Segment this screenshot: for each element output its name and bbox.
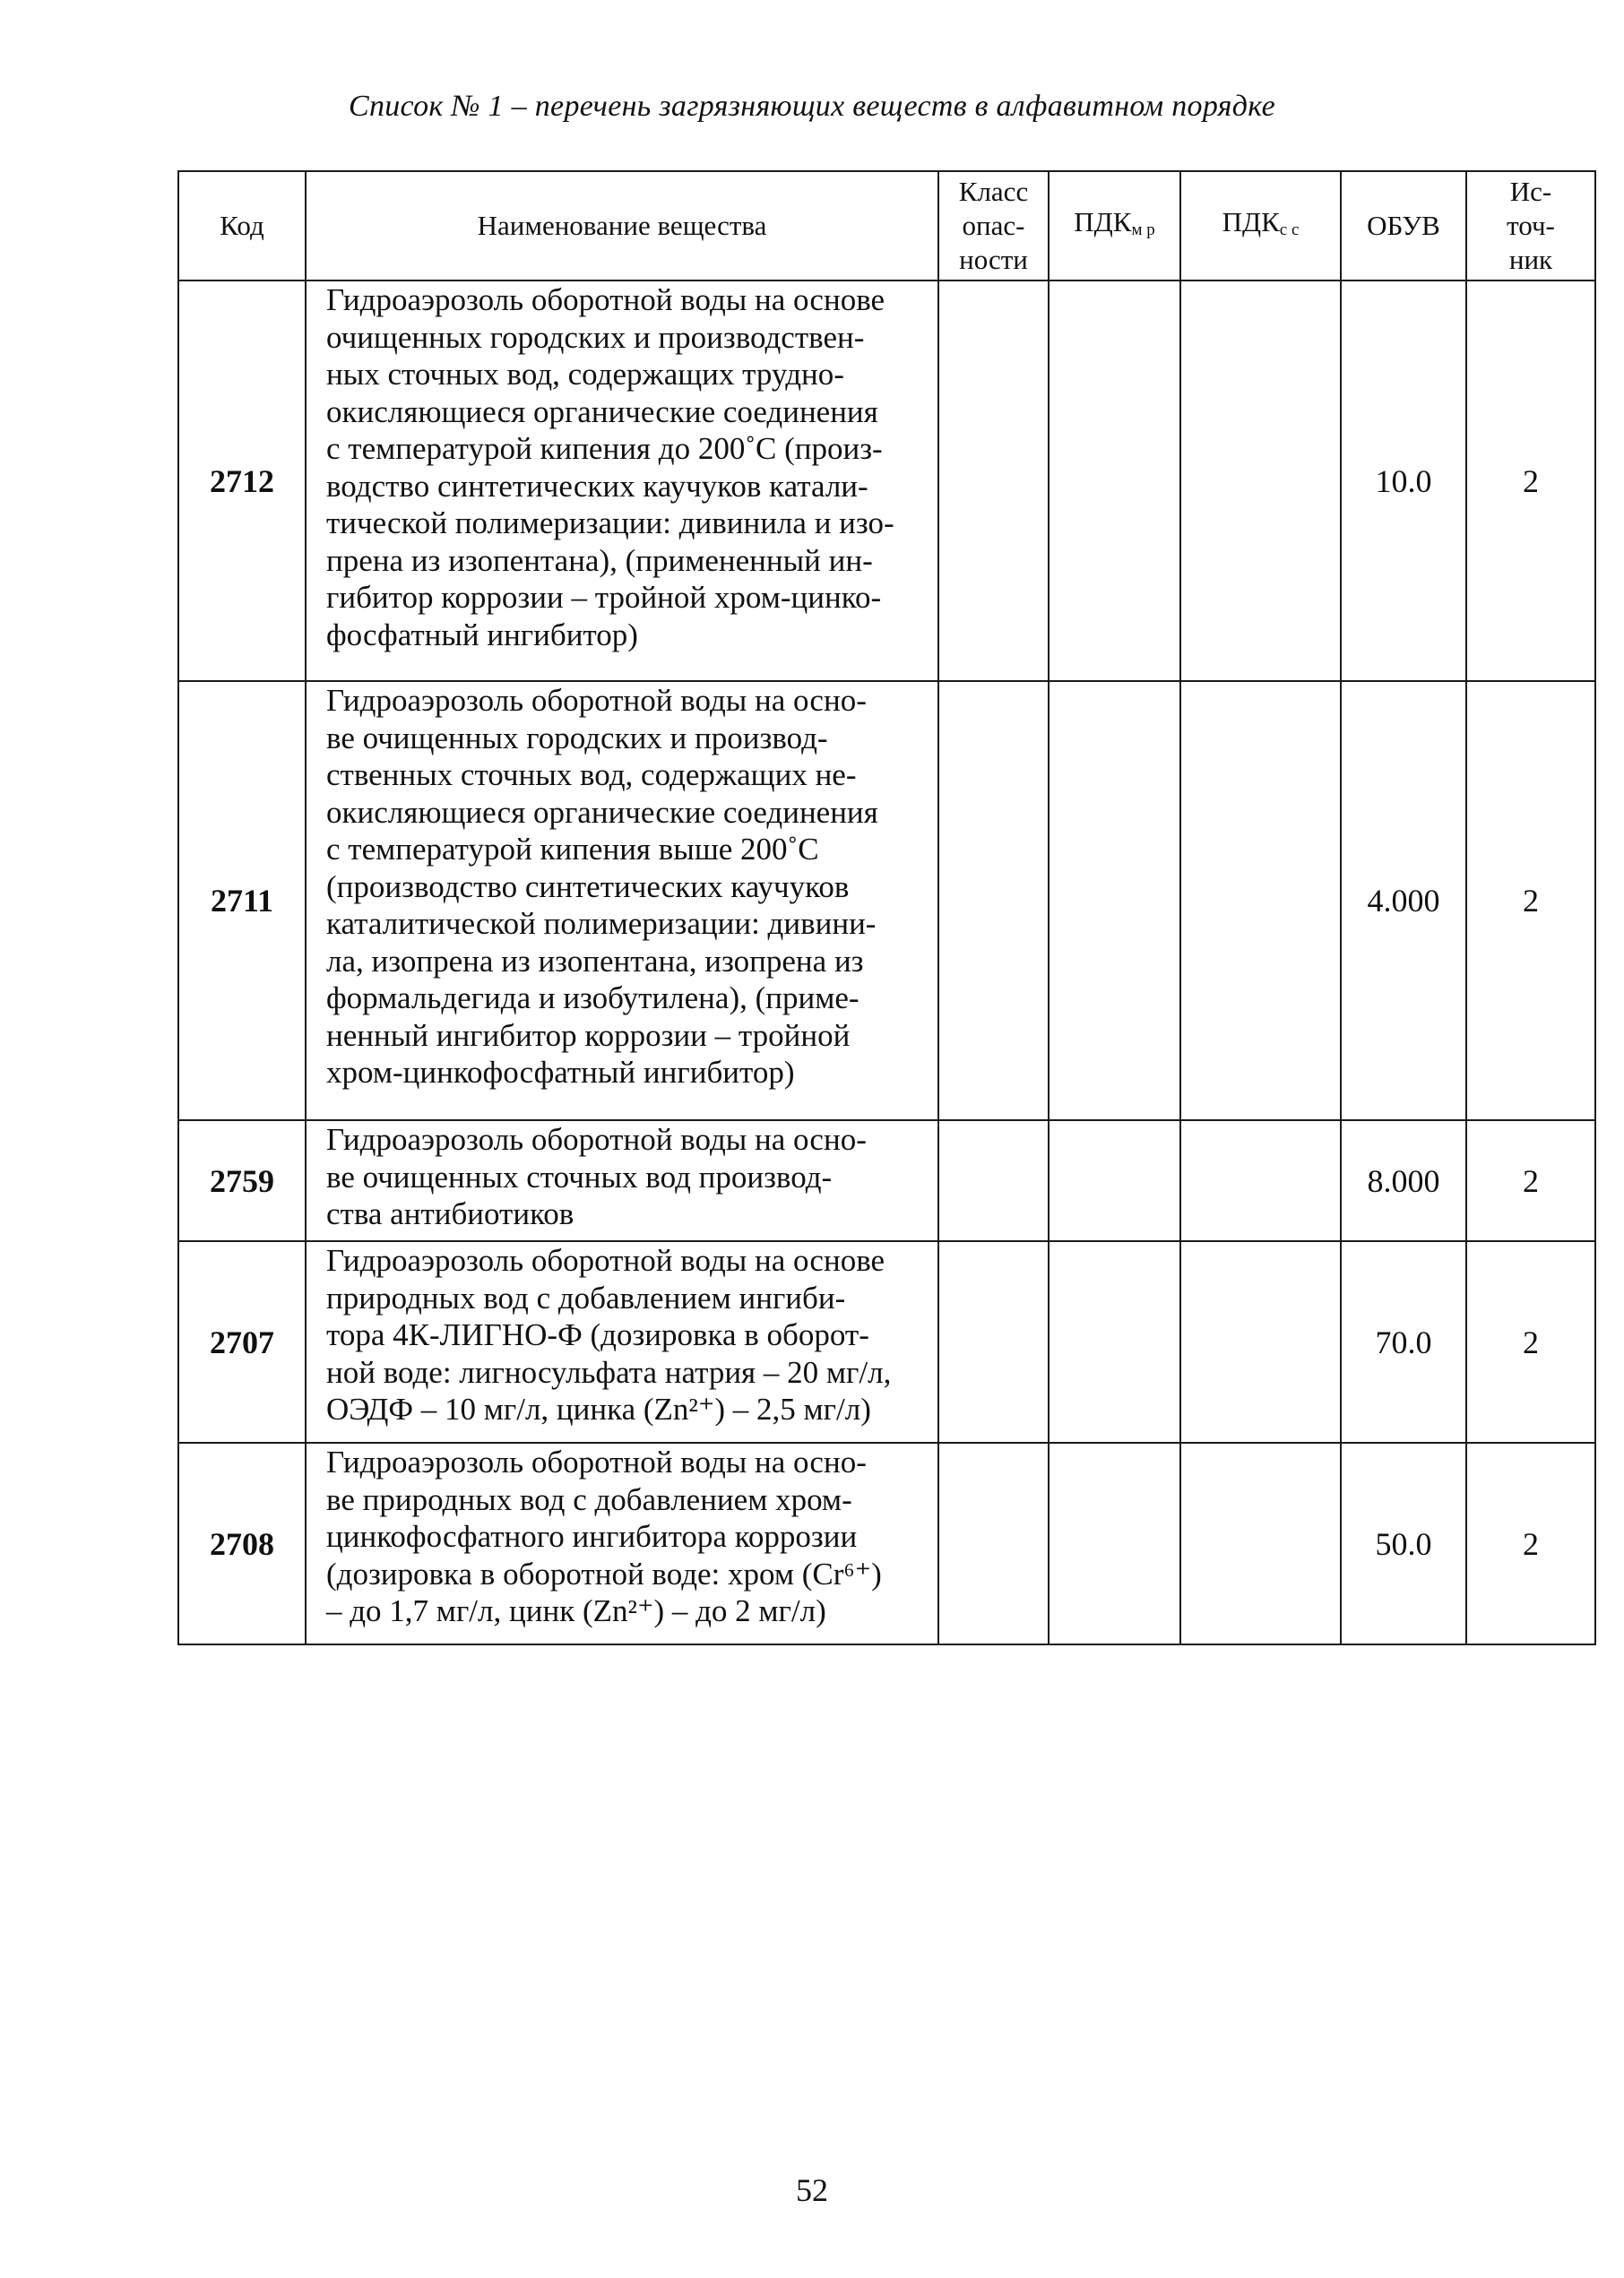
substances-table <box>177 170 1596 1645</box>
cell-source: 2 <box>1466 1241 1595 1443</box>
table-header-row <box>178 171 1595 280</box>
cell-pdk-ss <box>1180 280 1341 681</box>
name-line: ной воде: лигносульфата натрия – 20 мг/л, <box>326 1354 892 1390</box>
name-line: Гидроаэрозоль оборотной воды на осно- <box>326 683 867 718</box>
name-line: Гидроаэрозоль оборотной воды на осно- <box>326 1445 867 1480</box>
header-pdk-mr-sub: м р <box>1131 220 1155 239</box>
cell-hazard-class <box>938 1120 1049 1241</box>
table-row <box>178 1443 1595 1644</box>
name-line: каталитической полимеризации: дивини- <box>326 906 877 941</box>
name-line: хром-цинкофосфатный ингибитор) <box>326 1055 795 1090</box>
name-line: фосфатный ингибитор) <box>326 617 638 652</box>
cell-hazard-class <box>938 681 1049 1120</box>
header-hazard-class: Класс опас- ности <box>938 171 1049 280</box>
name-line: ных сточных вод, содержащих трудно- <box>326 357 844 392</box>
header-source: Ис- точ- ник <box>1466 171 1595 280</box>
cell-pdk-mr <box>1049 1120 1180 1241</box>
cell-pdk-mr <box>1049 681 1180 1120</box>
name-line: цинкофосфатного ингибитора коррозии <box>326 1519 858 1554</box>
cell-pdk-ss <box>1180 1241 1341 1443</box>
cell-source: 2 <box>1466 1443 1595 1644</box>
name-line: ве очищенных городских и производ- <box>326 720 828 755</box>
cell-code: 2759 <box>178 1120 306 1241</box>
cell-hazard-class <box>938 1241 1049 1443</box>
header-pdk-ss-sub: с с <box>1279 220 1300 239</box>
name-line: очищенных городских и производствен- <box>326 319 865 355</box>
cell-pdk-mr <box>1049 280 1180 681</box>
name-line: ненный ингибитор коррозии – тройной <box>326 1017 851 1053</box>
header-pdk-ss <box>1180 171 1341 280</box>
header-pdk-ss-base: ПДК <box>1222 205 1280 237</box>
cell-source: 2 <box>1466 280 1595 681</box>
name-line: (производство синтетических каучуков <box>326 868 850 904</box>
header-pdk-mr <box>1049 171 1180 280</box>
page-number: 52 <box>796 2172 828 2208</box>
cell-pdk-mr <box>1049 1241 1180 1443</box>
cell-obuv: 70.0 <box>1341 1241 1466 1443</box>
cell-obuv: 8.000 <box>1341 1120 1466 1241</box>
header-pdk-mr-base: ПДК <box>1074 205 1132 237</box>
cell-code: 2708 <box>178 1443 306 1644</box>
table-row <box>178 681 1595 1120</box>
cell-obuv: 50.0 <box>1341 1443 1466 1644</box>
list-caption: Список № 1 – перечень загрязняющих веществ в алфавитном порядке <box>348 90 1276 123</box>
cell-code: 2711 <box>178 681 306 1120</box>
name-line: Гидроаэрозоль оборотной воды на осно- <box>326 1122 867 1157</box>
name-line: с температурой кипения выше 200˚С <box>326 832 819 867</box>
name-line: тора 4К-ЛИГНО-Ф (дозировка в оборот- <box>326 1317 869 1352</box>
cell-hazard-class <box>938 280 1049 681</box>
cell-pdk-ss <box>1180 1443 1341 1644</box>
name-line: гибитор коррозии – тройной хром-цинко- <box>326 580 882 615</box>
cell-substance-name <box>306 681 938 1120</box>
cell-code: 2712 <box>178 280 306 681</box>
name-line: ве очищенных сточных вод производ- <box>326 1159 833 1195</box>
cell-pdk-ss <box>1180 681 1341 1120</box>
name-line: – до 1,7 мг/л, цинк (Zn²⁺) – до 2 мг/л) <box>326 1593 826 1628</box>
name-line: окисляющиеся органические соединения <box>326 393 878 429</box>
header-substance-name: Наименование вещества <box>306 171 938 280</box>
name-line: природных вод с добавлением ингиби- <box>326 1280 846 1316</box>
cell-source: 2 <box>1466 681 1595 1120</box>
cell-code: 2707 <box>178 1241 306 1443</box>
name-line: (дозировка в оборотной воде: хром (Cr⁶⁺) <box>326 1556 882 1592</box>
cell-substance-name <box>306 280 938 681</box>
table-row <box>178 280 1595 681</box>
name-line: прена из изопентана), (примененный ин- <box>326 542 873 578</box>
cell-substance-name <box>306 1120 938 1241</box>
table-row <box>178 1241 1595 1443</box>
header-code: Код <box>178 171 306 280</box>
header-obuv: ОБУВ <box>1341 171 1466 280</box>
name-line: водство синтетических каучуков катали- <box>326 468 868 504</box>
name-line: Гидроаэрозоль оборотной воды на основе <box>326 1243 885 1278</box>
name-line: окисляющиеся органические соединения <box>326 794 878 830</box>
name-line: ства антибиотиков <box>326 1196 574 1231</box>
name-line: Гидроаэрозоль оборотной воды на основе <box>326 282 885 317</box>
cell-substance-name <box>306 1241 938 1443</box>
name-line: ОЭДФ – 10 мг/л, цинка (Zn²⁺) – 2,5 мг/л) <box>326 1392 871 1427</box>
name-line: с температурой кипения до 200˚С (произ- <box>326 431 883 466</box>
cell-obuv: 4.000 <box>1341 681 1466 1120</box>
name-line: ственных сточных вод, содержащих не- <box>326 757 857 792</box>
name-line: ве природных вод с добавлением хром- <box>326 1481 852 1517</box>
name-line: тической полимеризации: дивинила и изо- <box>326 505 894 540</box>
cell-pdk-ss <box>1180 1120 1341 1241</box>
name-line: формальдегида и изобутилена), (приме- <box>326 980 860 1015</box>
cell-pdk-mr <box>1049 1443 1180 1644</box>
cell-obuv: 10.0 <box>1341 280 1466 681</box>
name-line: ла, изопрена из изопентана, изопрена из <box>326 943 864 979</box>
cell-source: 2 <box>1466 1120 1595 1241</box>
cell-substance-name <box>306 1443 938 1644</box>
table-row <box>178 1120 1595 1241</box>
cell-hazard-class <box>938 1443 1049 1644</box>
